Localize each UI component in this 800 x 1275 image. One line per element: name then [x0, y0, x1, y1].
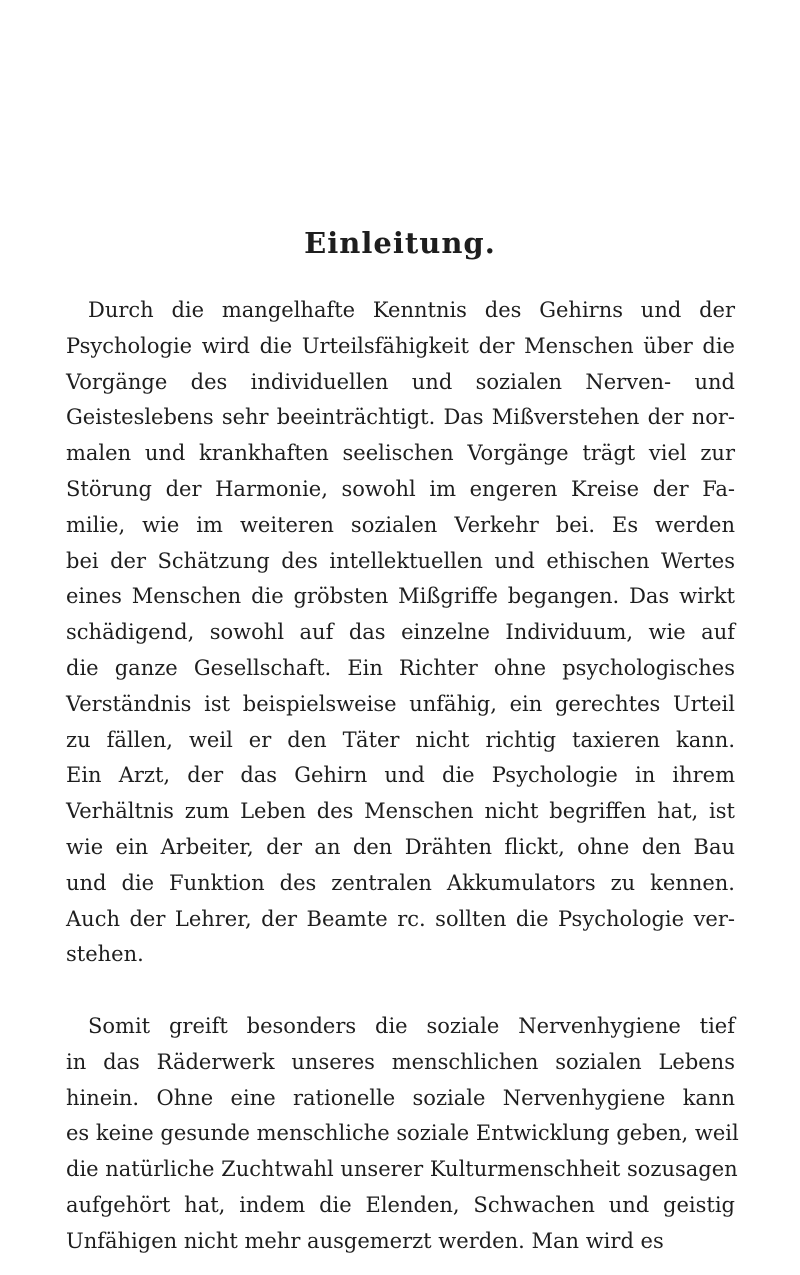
text-line: eines Menschen die gröbsten Mißgriffe begangen. Das wirkt: [66, 584, 735, 609]
text-line: Störung der Harmonie, sowohl im engeren Kreise der Fa-: [66, 476, 735, 501]
text-line: Verhältnis zum Leben des Menschen nicht begriffen hat, ist: [66, 799, 735, 824]
text-line: schädigend, sowohl auf das einzelne Individuum, wie auf: [66, 620, 735, 645]
text-line: Unfähigen nicht mehr ausgemerzt werden. Man wird es: [66, 1228, 664, 1253]
text-line: Ein Arzt, der das Gehirn und die Psychologie in ihrem: [66, 763, 735, 788]
text-line: die natürliche Zuchtwahl unserer Kulturmenschheit sozusagen: [66, 1157, 738, 1182]
text-line: milie, wie im weiteren sozialen Verkehr bei. Es werden: [66, 512, 735, 537]
paragraph-2: [66, 1009, 739, 1260]
text-line: es keine gesunde menschliche soziale Entwicklung geben, weil: [66, 1121, 739, 1146]
text-line: Psychologie wird die Urteilsfähigkeit der Menschen über die: [66, 333, 735, 358]
text-line: und die Funktion des zentralen Akkumulators zu kennen.: [66, 870, 735, 895]
text-line: in das Räderwerk unseres menschlichen sozialen Lebens: [66, 1049, 735, 1074]
text-line: bei der Schätzung des intellektuellen und ethischen Wertes: [66, 548, 735, 573]
text-line: aufgehört hat, indem die Elenden, Schwachen und geistig: [66, 1192, 735, 1217]
text-line: Geisteslebens sehr beeinträchtigt. Das Mißverstehen der nor-: [66, 405, 735, 430]
paragraph-1: [66, 293, 735, 973]
text-line: stehen.: [66, 942, 144, 967]
text-line: wie ein Arbeiter, der an den Drähten flickt, ohne den Bau: [66, 834, 735, 859]
chapter-heading: Einleitung.: [304, 226, 496, 260]
text-line: Durch die mangelhafte Kenntnis des Gehirns und der: [88, 298, 735, 322]
text-line: zu fällen, weil er den Täter nicht richtig taxieren kann.: [66, 727, 735, 752]
text-line: malen und krankhaften seelischen Vorgänge trägt viel zur: [66, 441, 735, 466]
text-line: hinein. Ohne eine rationelle soziale Nervenhygiene kann: [66, 1085, 735, 1110]
text-line: Auch der Lehrer, der Beamte rc. sollten die Psychologie ver-: [66, 906, 735, 931]
text-line: Vorgänge des individuellen und sozialen Nerven- und: [66, 369, 735, 394]
text-line: die ganze Gesellschaft. Ein Richter ohne psychologisches: [66, 655, 735, 680]
text-line: Somit greift besonders die soziale Nervenhygiene tief: [88, 1014, 735, 1038]
text-line: Verständnis ist beispielsweise unfähig, ein gerechtes Urteil: [66, 691, 735, 716]
